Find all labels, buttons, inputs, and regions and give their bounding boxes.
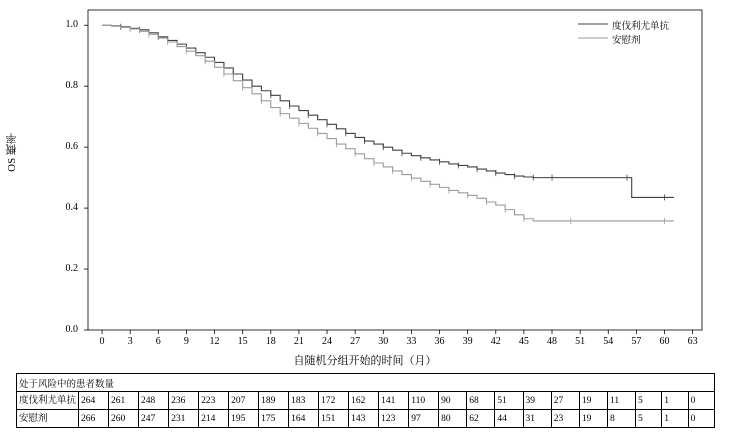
risk-cell: 5	[636, 392, 662, 410]
risk-cell: 19	[579, 392, 607, 410]
risk-cell: 151	[319, 410, 349, 428]
x-tick-label: 33	[406, 336, 417, 347]
risk-cell: 123	[379, 410, 409, 428]
risk-cell: 39	[523, 392, 551, 410]
y-tick-label: 0.4	[65, 202, 78, 214]
risk-cell: 1	[662, 410, 688, 428]
risk-cell: 143	[349, 410, 379, 428]
risk-table	[16, 373, 715, 428]
risk-cell: 236	[169, 392, 199, 410]
risk-cell: 183	[289, 392, 319, 410]
y-tick-label: 1.0	[65, 19, 78, 31]
x-tick-label: 51	[575, 336, 586, 347]
risk-cell: 172	[319, 392, 349, 410]
risk-cell: 23	[551, 410, 579, 428]
risk-row-label-1: 安慰剂	[17, 410, 79, 428]
y-tick-label: 0.2	[65, 263, 78, 275]
risk-cell: 97	[409, 410, 439, 428]
risk-row-label-0: 度伐利尤单抗	[17, 392, 79, 410]
risk-cell: 264	[79, 392, 109, 410]
risk-cell: 11	[608, 392, 636, 410]
legend-label-1: 安慰剂	[612, 36, 641, 46]
x-tick-label: 15	[237, 336, 248, 347]
x-axis-label: 自随机分组开始的时间（月）	[293, 355, 437, 367]
risk-cell: 260	[109, 410, 139, 428]
y-tick-label: 0.6	[65, 141, 78, 153]
risk-cell: 195	[229, 410, 259, 428]
x-tick-label: 21	[293, 336, 304, 347]
series-group	[102, 24, 674, 224]
risk-cell: 162	[349, 392, 379, 410]
y-tick-label: 0.8	[65, 80, 78, 92]
risk-cell: 51	[495, 392, 523, 410]
x-tick-label: 57	[631, 336, 642, 347]
y-axis-label: OS 概率	[6, 133, 18, 172]
risk-cell: 31	[523, 410, 551, 428]
risk-cell: 223	[199, 392, 229, 410]
table-row	[17, 392, 715, 410]
risk-cell: 141	[379, 392, 409, 410]
x-tick-label: 9	[183, 336, 189, 347]
risk-cell: 247	[139, 410, 169, 428]
risk-cell: 110	[409, 392, 439, 410]
x-tick-label: 30	[378, 336, 389, 347]
risk-cell: 19	[579, 410, 607, 428]
x-tick-label: 63	[687, 336, 698, 347]
x-tick-label: 6	[155, 336, 161, 347]
risk-cell: 175	[259, 410, 289, 428]
x-tick-label: 54	[603, 336, 614, 347]
risk-cell: 164	[289, 410, 319, 428]
x-tick-label: 42	[490, 336, 501, 347]
risk-cell: 266	[79, 410, 109, 428]
risk-table-title: 处于风险中的患者数量	[17, 374, 715, 392]
risk-cell: 231	[169, 410, 199, 428]
risk-cell: 189	[259, 392, 289, 410]
legend-label-0: 度伐利尤单抗	[612, 22, 670, 32]
x-tick-label: 24	[322, 336, 333, 347]
x-tick-label: 12	[209, 336, 220, 347]
y-tick-label: 0.0	[65, 324, 78, 335]
table-row-title	[17, 374, 715, 392]
x-tick-label: 60	[659, 336, 670, 347]
risk-cell: 0	[688, 392, 714, 410]
risk-cell: 248	[139, 392, 169, 410]
x-tick-label: 39	[462, 336, 473, 347]
x-tick-label: 48	[547, 336, 557, 347]
risk-cell: 8	[608, 410, 636, 428]
x-tick-label: 27	[350, 336, 361, 347]
series-line-1	[102, 25, 674, 221]
x-tick-label: 45	[518, 336, 529, 347]
risk-cell: 0	[688, 410, 714, 428]
axis-ticks	[84, 25, 693, 334]
risk-cell: 5	[636, 410, 662, 428]
x-tick-label: 18	[265, 336, 276, 347]
plot-frame	[88, 10, 702, 330]
risk-cell: 261	[109, 392, 139, 410]
risk-cell: 1	[662, 392, 688, 410]
risk-cell: 68	[467, 392, 495, 410]
legend	[578, 24, 608, 38]
risk-cell: 27	[551, 392, 579, 410]
risk-cell: 90	[439, 392, 467, 410]
x-tick-label: 36	[434, 336, 445, 347]
table-row	[17, 410, 715, 428]
risk-cell: 214	[199, 410, 229, 428]
risk-cell: 44	[495, 410, 523, 428]
risk-cell: 62	[467, 410, 495, 428]
risk-cell: 80	[439, 410, 467, 428]
risk-cell: 207	[229, 392, 259, 410]
x-tick-label: 0	[99, 336, 105, 347]
x-tick-label: 3	[127, 336, 133, 347]
